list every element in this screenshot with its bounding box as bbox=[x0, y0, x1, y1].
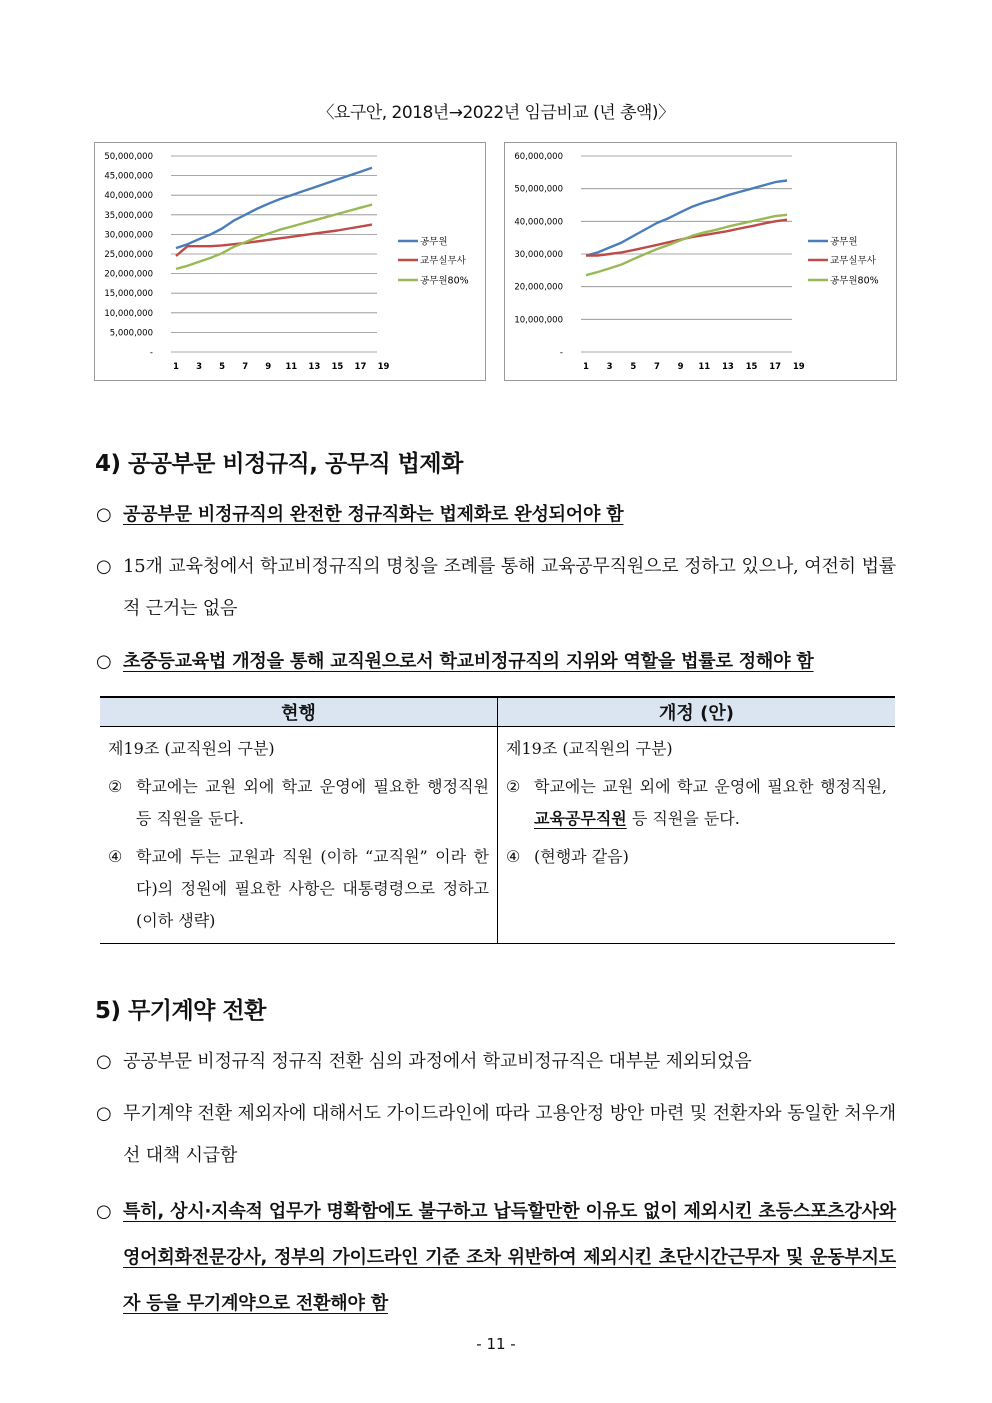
item-text-pre: 학교에는 교원 외에 학교 운영에 필요한 행정직원, bbox=[534, 777, 887, 796]
x-tick-label: 5 bbox=[630, 362, 637, 372]
x-tick-label: 3 bbox=[606, 362, 613, 372]
chart-right-container bbox=[504, 142, 897, 381]
current-article: 제19조 (교직원의 구분) bbox=[108, 739, 275, 758]
y-tick-label: 30,000,000 bbox=[514, 250, 563, 260]
current-item-4 bbox=[108, 841, 489, 937]
bullet-mark: ○ bbox=[96, 651, 112, 672]
x-tick-label: 9 bbox=[677, 362, 684, 372]
x-tick-label: 3 bbox=[196, 362, 203, 372]
x-tick-label: 9 bbox=[265, 362, 272, 372]
y-tick-label: 5,000,000 bbox=[109, 328, 153, 339]
section5-bullet-2 bbox=[96, 1093, 896, 1177]
y-tick-label: 60,000,000 bbox=[514, 152, 563, 162]
bullet-text: 특히, 상시·지속적 업무가 명확함에도 불구하고 납득할만한 이유도 없이 제외시킨 초등스포츠강사와 영어회화전문강사, 정부의 가이드라인 기준 조차 위반하여 제외시킨 초단시간근무자 및 운동부지도자 등을 무기계약으로 전환해야 함 bbox=[123, 1201, 896, 1314]
revised-article: 제19조 (교직원의 구분) bbox=[506, 739, 673, 758]
item-number: ④ bbox=[506, 847, 521, 866]
chart-right bbox=[505, 143, 896, 380]
item-text: (현행과 같음) bbox=[534, 847, 629, 866]
legend-label: 교무실무사 bbox=[830, 255, 876, 267]
x-tick-label: 11 bbox=[285, 362, 298, 372]
x-tick-label: 17 bbox=[354, 362, 367, 372]
section4-heading: 4) 공공부문 비정규직, 공무직 법제화 bbox=[95, 451, 463, 477]
revised-item-2 bbox=[506, 771, 887, 835]
current-cell bbox=[100, 727, 498, 944]
item-text-emphasis: 교육공무직원 bbox=[534, 809, 627, 828]
legend-label: 공무원 bbox=[420, 236, 448, 248]
bullet-text: 무기계약 전환 제외자에 대해서도 가이드라인에 따라 고용안정 방안 마련 및 전환자와 동일한 처우개선 대책 시급함 bbox=[123, 1103, 896, 1166]
chart-left-container bbox=[94, 142, 486, 381]
section5-bullet-3 bbox=[96, 1189, 896, 1327]
bullet-mark: ○ bbox=[96, 1201, 112, 1222]
section4-bullet-1 bbox=[96, 494, 896, 536]
x-tick-label: 1 bbox=[173, 362, 179, 372]
x-tick-label: 19 bbox=[792, 362, 805, 372]
item-text-post: 등 직원을 둔다. bbox=[626, 809, 740, 828]
x-tick-label: 15 bbox=[745, 362, 758, 372]
series-line-2 bbox=[176, 225, 372, 256]
revised-item-4 bbox=[506, 841, 887, 873]
revised-cell bbox=[498, 727, 896, 944]
x-tick-label: 15 bbox=[331, 362, 344, 372]
law-comparison-table bbox=[100, 696, 895, 944]
y-tick-label: - bbox=[559, 348, 563, 358]
y-tick-label: 40,000,000 bbox=[104, 191, 153, 202]
item-text: 학교에는 교원 외에 학교 운영에 필요한 행정직원 등 직원을 둔다. bbox=[136, 777, 489, 828]
y-tick-label: 10,000,000 bbox=[104, 308, 153, 319]
x-tick-label: 7 bbox=[653, 362, 660, 372]
x-tick-label: 13 bbox=[308, 362, 321, 372]
x-tick-label: 1 bbox=[583, 362, 589, 372]
bullet-mark: ○ bbox=[96, 1051, 112, 1072]
y-tick-label: 45,000,000 bbox=[104, 171, 153, 182]
item-text bbox=[534, 771, 887, 835]
section5-heading: 5) 무기계약 전환 bbox=[95, 998, 266, 1024]
x-tick-label: 17 bbox=[769, 362, 782, 372]
y-tick-label: - bbox=[149, 348, 153, 358]
y-tick-label: 50,000,000 bbox=[514, 184, 563, 195]
x-tick-label: 19 bbox=[377, 362, 390, 372]
y-tick-label: 15,000,000 bbox=[104, 289, 153, 300]
bullet-mark: ○ bbox=[96, 504, 112, 525]
y-tick-label: 10,000,000 bbox=[514, 315, 563, 326]
bullet-text: 초중등교육법 개정을 통해 교직원으로서 학교비정규직의 지위와 역할을 법률로 정해야 함 bbox=[123, 651, 814, 672]
legend-label: 공무원80% bbox=[420, 275, 469, 287]
series-line-1 bbox=[586, 181, 787, 256]
y-tick-label: 25,000,000 bbox=[104, 250, 153, 260]
section5-bullet-1 bbox=[96, 1041, 896, 1083]
x-tick-label: 5 bbox=[219, 362, 226, 372]
legend-label: 공무원80% bbox=[830, 275, 879, 287]
legend-label: 공무원 bbox=[830, 236, 858, 248]
x-tick-label: 7 bbox=[242, 362, 249, 372]
y-tick-label: 30,000,000 bbox=[104, 230, 153, 241]
y-tick-label: 40,000,000 bbox=[514, 217, 563, 228]
bullet-text: 공공부문 비정규직 정규직 전환 심의 과정에서 학교비정규직은 대부분 제외되었음 bbox=[123, 1051, 752, 1072]
item-text: 학교에 두는 교원과 직원 (이하 “교직원” 이라 한다)의 정원에 필요한 사항은 대통령령으로 정하고 (이하 생략) bbox=[136, 847, 489, 930]
section4-bullet-2 bbox=[96, 546, 896, 630]
bullet-mark: ○ bbox=[96, 556, 112, 577]
y-tick-label: 20,000,000 bbox=[514, 282, 563, 293]
legend-label: 교무실무사 bbox=[420, 255, 466, 267]
item-number: ② bbox=[506, 777, 521, 796]
chart-caption: 〈요구안, 2018년→2022년 임금비교 (년 총액)〉 bbox=[317, 103, 675, 123]
item-number: ④ bbox=[108, 847, 123, 866]
x-tick-label: 11 bbox=[698, 362, 711, 372]
y-tick-label: 20,000,000 bbox=[104, 269, 153, 280]
page-number: - 11 - bbox=[476, 1335, 516, 1353]
bullet-mark: ○ bbox=[96, 1103, 112, 1124]
bullet-text: 공공부문 비정규직의 완전한 정규직화는 법제화로 완성되어야 함 bbox=[123, 504, 624, 525]
chart-left bbox=[95, 143, 485, 380]
current-item-2 bbox=[108, 771, 489, 835]
x-tick-label: 13 bbox=[721, 362, 734, 372]
section4-bullet-3 bbox=[96, 641, 896, 683]
bullet-text: 15개 교육청에서 학교비정규직의 명칭을 조례를 통해 교육공무직원으로 정하고 있으나, 여전히 법률적 근거는 없음 bbox=[123, 556, 896, 619]
table-header-revised: 개정 (안) bbox=[498, 697, 896, 727]
item-number: ② bbox=[108, 777, 123, 796]
y-tick-label: 35,000,000 bbox=[104, 210, 153, 221]
y-tick-label: 50,000,000 bbox=[104, 152, 153, 162]
table-header-current: 현행 bbox=[100, 697, 498, 727]
series-line-1 bbox=[176, 168, 372, 248]
